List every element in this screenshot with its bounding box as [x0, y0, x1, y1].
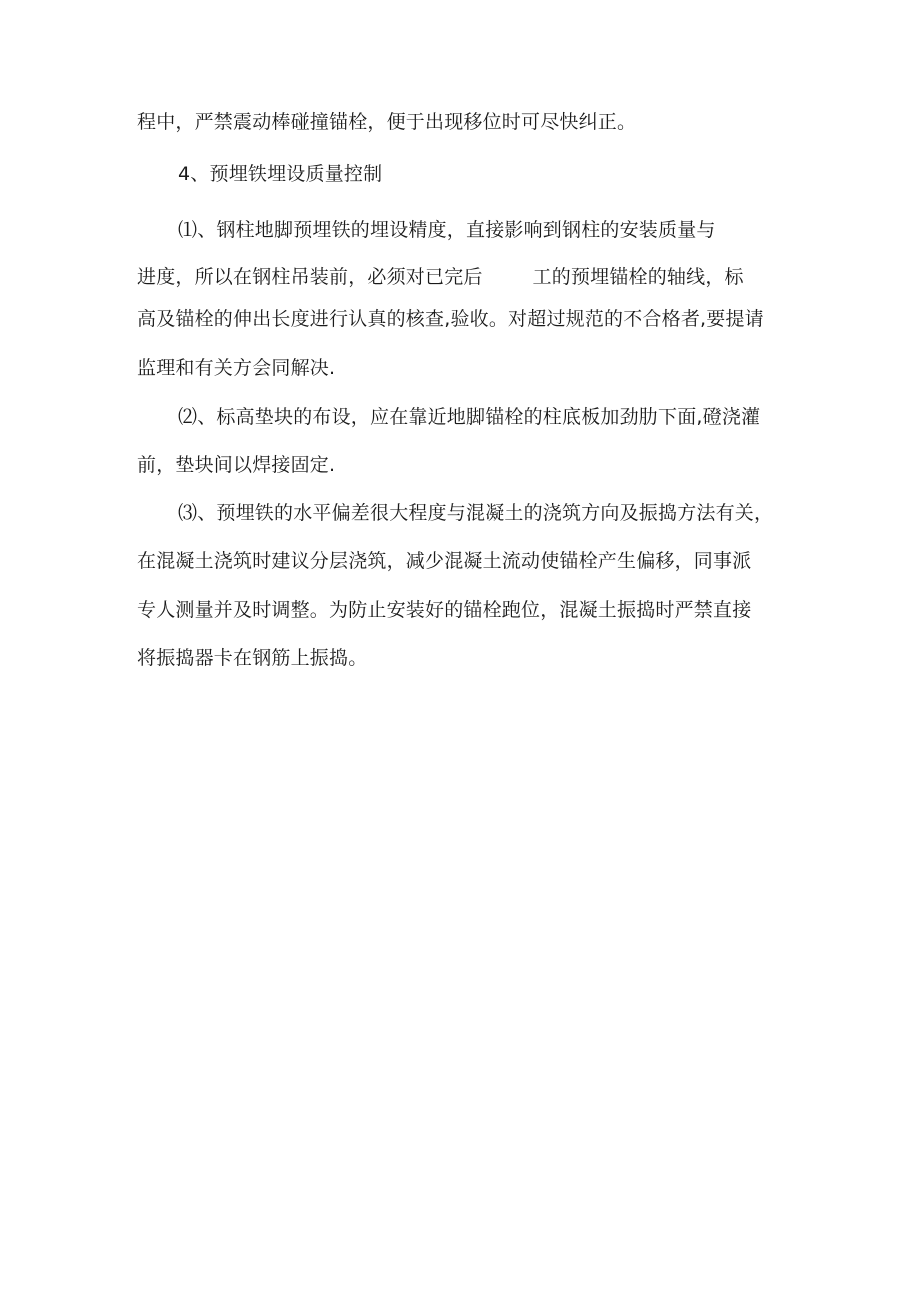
item1-text-line: ⑴、钢柱地脚预埋铁的埋设精度，直接影响到钢柱的安装质量与 — [178, 219, 716, 241]
item3-text-line: ⑶、预埋铁的水平偏差很大程度与混凝土的浇筑方向及振捣方法有关， — [178, 502, 774, 524]
paragraph-text-line: 程中，严禁震动棒碰撞锚栓，便于出现移位时可尽快纠正。 — [137, 111, 637, 133]
item3-text-line: 将振捣器卡在钢筋上振捣。 — [137, 647, 368, 669]
section-heading: 4、预埋铁埋设质量控制 — [178, 163, 383, 185]
item1-text-line: 监理和有关方会同解决. — [137, 357, 336, 379]
item3-text-line: 专人测量并及时调整。为防止安装好的锚栓跑位，混凝土振捣时严禁直接 — [137, 599, 752, 621]
item3-text-line: 在混凝土浇筑时建议分层浇筑，减少混凝土流动使锚栓产生偏移，同事派 — [137, 550, 752, 572]
item1-text-line: 高及锚栓的伸出长度进行认真的核查,验收。对超过规范的不合格者,要提请 — [137, 308, 764, 330]
item1-text-line: 进度，所以在钢柱吊装前，必须对已完后 工的预埋锚栓的轴线，标 — [137, 266, 744, 288]
item2-text-line: ⑵、标高垫块的布设，应在靠近地脚锚栓的柱底板加劲肋下面,磴浇灌 — [178, 406, 761, 428]
item2-text-line: 前，垫块间以焊接固定. — [137, 454, 336, 476]
